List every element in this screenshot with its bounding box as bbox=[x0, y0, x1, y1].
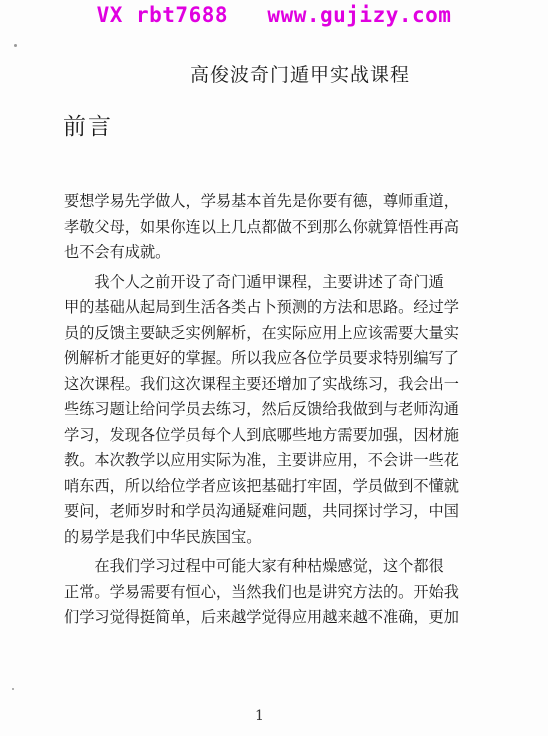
text-line: 们学习觉得挺简单，后来越学觉得应用越来越不准确，更加 bbox=[64, 608, 459, 626]
text-line: 员的反馈主要缺乏实例解析，在实际应用上应该需要大量实 bbox=[64, 323, 459, 342]
scan-speck bbox=[12, 688, 14, 690]
body-text bbox=[64, 189, 464, 631]
text-line: 孝敬父母，如果你连以上几点都做不到那么你就算悟性再高 bbox=[64, 217, 459, 236]
text-line: 要想学易先学做人，学易基本首先是你要有德，尊师重道， bbox=[64, 192, 459, 210]
text-line: 我个人之前开设了奇门遁甲课程，主要讲述了奇门遁 bbox=[64, 272, 444, 291]
text-line: 这次课程。我们这次课程主要还增加了实战练习，我会出一 bbox=[64, 374, 459, 393]
text-line: 也不会有成就。 bbox=[64, 243, 171, 261]
text-line: 正常。学易需要有恒心，当然我们也是讲究方法的。开始我 bbox=[64, 582, 459, 601]
text-line: 学习，发现各位学员每个人到底哪些地方需要加强，因材施 bbox=[64, 425, 459, 444]
text-line: 甲的基础从起局到生活各类占卜预测的方法和思路。经过学 bbox=[64, 298, 459, 316]
text-line: 的易学是我们中华民族国宝。 bbox=[64, 527, 262, 546]
text-line: 要问，老师岁时和学员沟通疑难问题，共同探讨学习，中国 bbox=[64, 502, 459, 520]
text-line: 例解析才能更好的掌握。所以我应各位学员要求特别编写了 bbox=[64, 349, 459, 367]
document-title: 高俊波奇门遁甲实战课程 bbox=[189, 64, 410, 86]
text-line: 在我们学习过程中可能大家有种枯燥感觉，这个都很 bbox=[64, 557, 444, 575]
text-line: 些练习题让给问学员去练习，然后反馈给我做到与老师沟通 bbox=[64, 400, 459, 418]
text-line: 哨东西，所以给位学者应该把基础打牢固，学员做到不懂就 bbox=[64, 476, 459, 495]
text-line: 教。本次教学以应用实际为准，主要讲应用，不会讲一些花 bbox=[64, 451, 459, 469]
section-heading: 前言 bbox=[63, 114, 113, 140]
watermark-text: VX rbt7688 www.gujizy.com bbox=[96, 3, 452, 27]
page-number: 1 bbox=[255, 708, 264, 724]
scan-speck bbox=[14, 44, 17, 47]
